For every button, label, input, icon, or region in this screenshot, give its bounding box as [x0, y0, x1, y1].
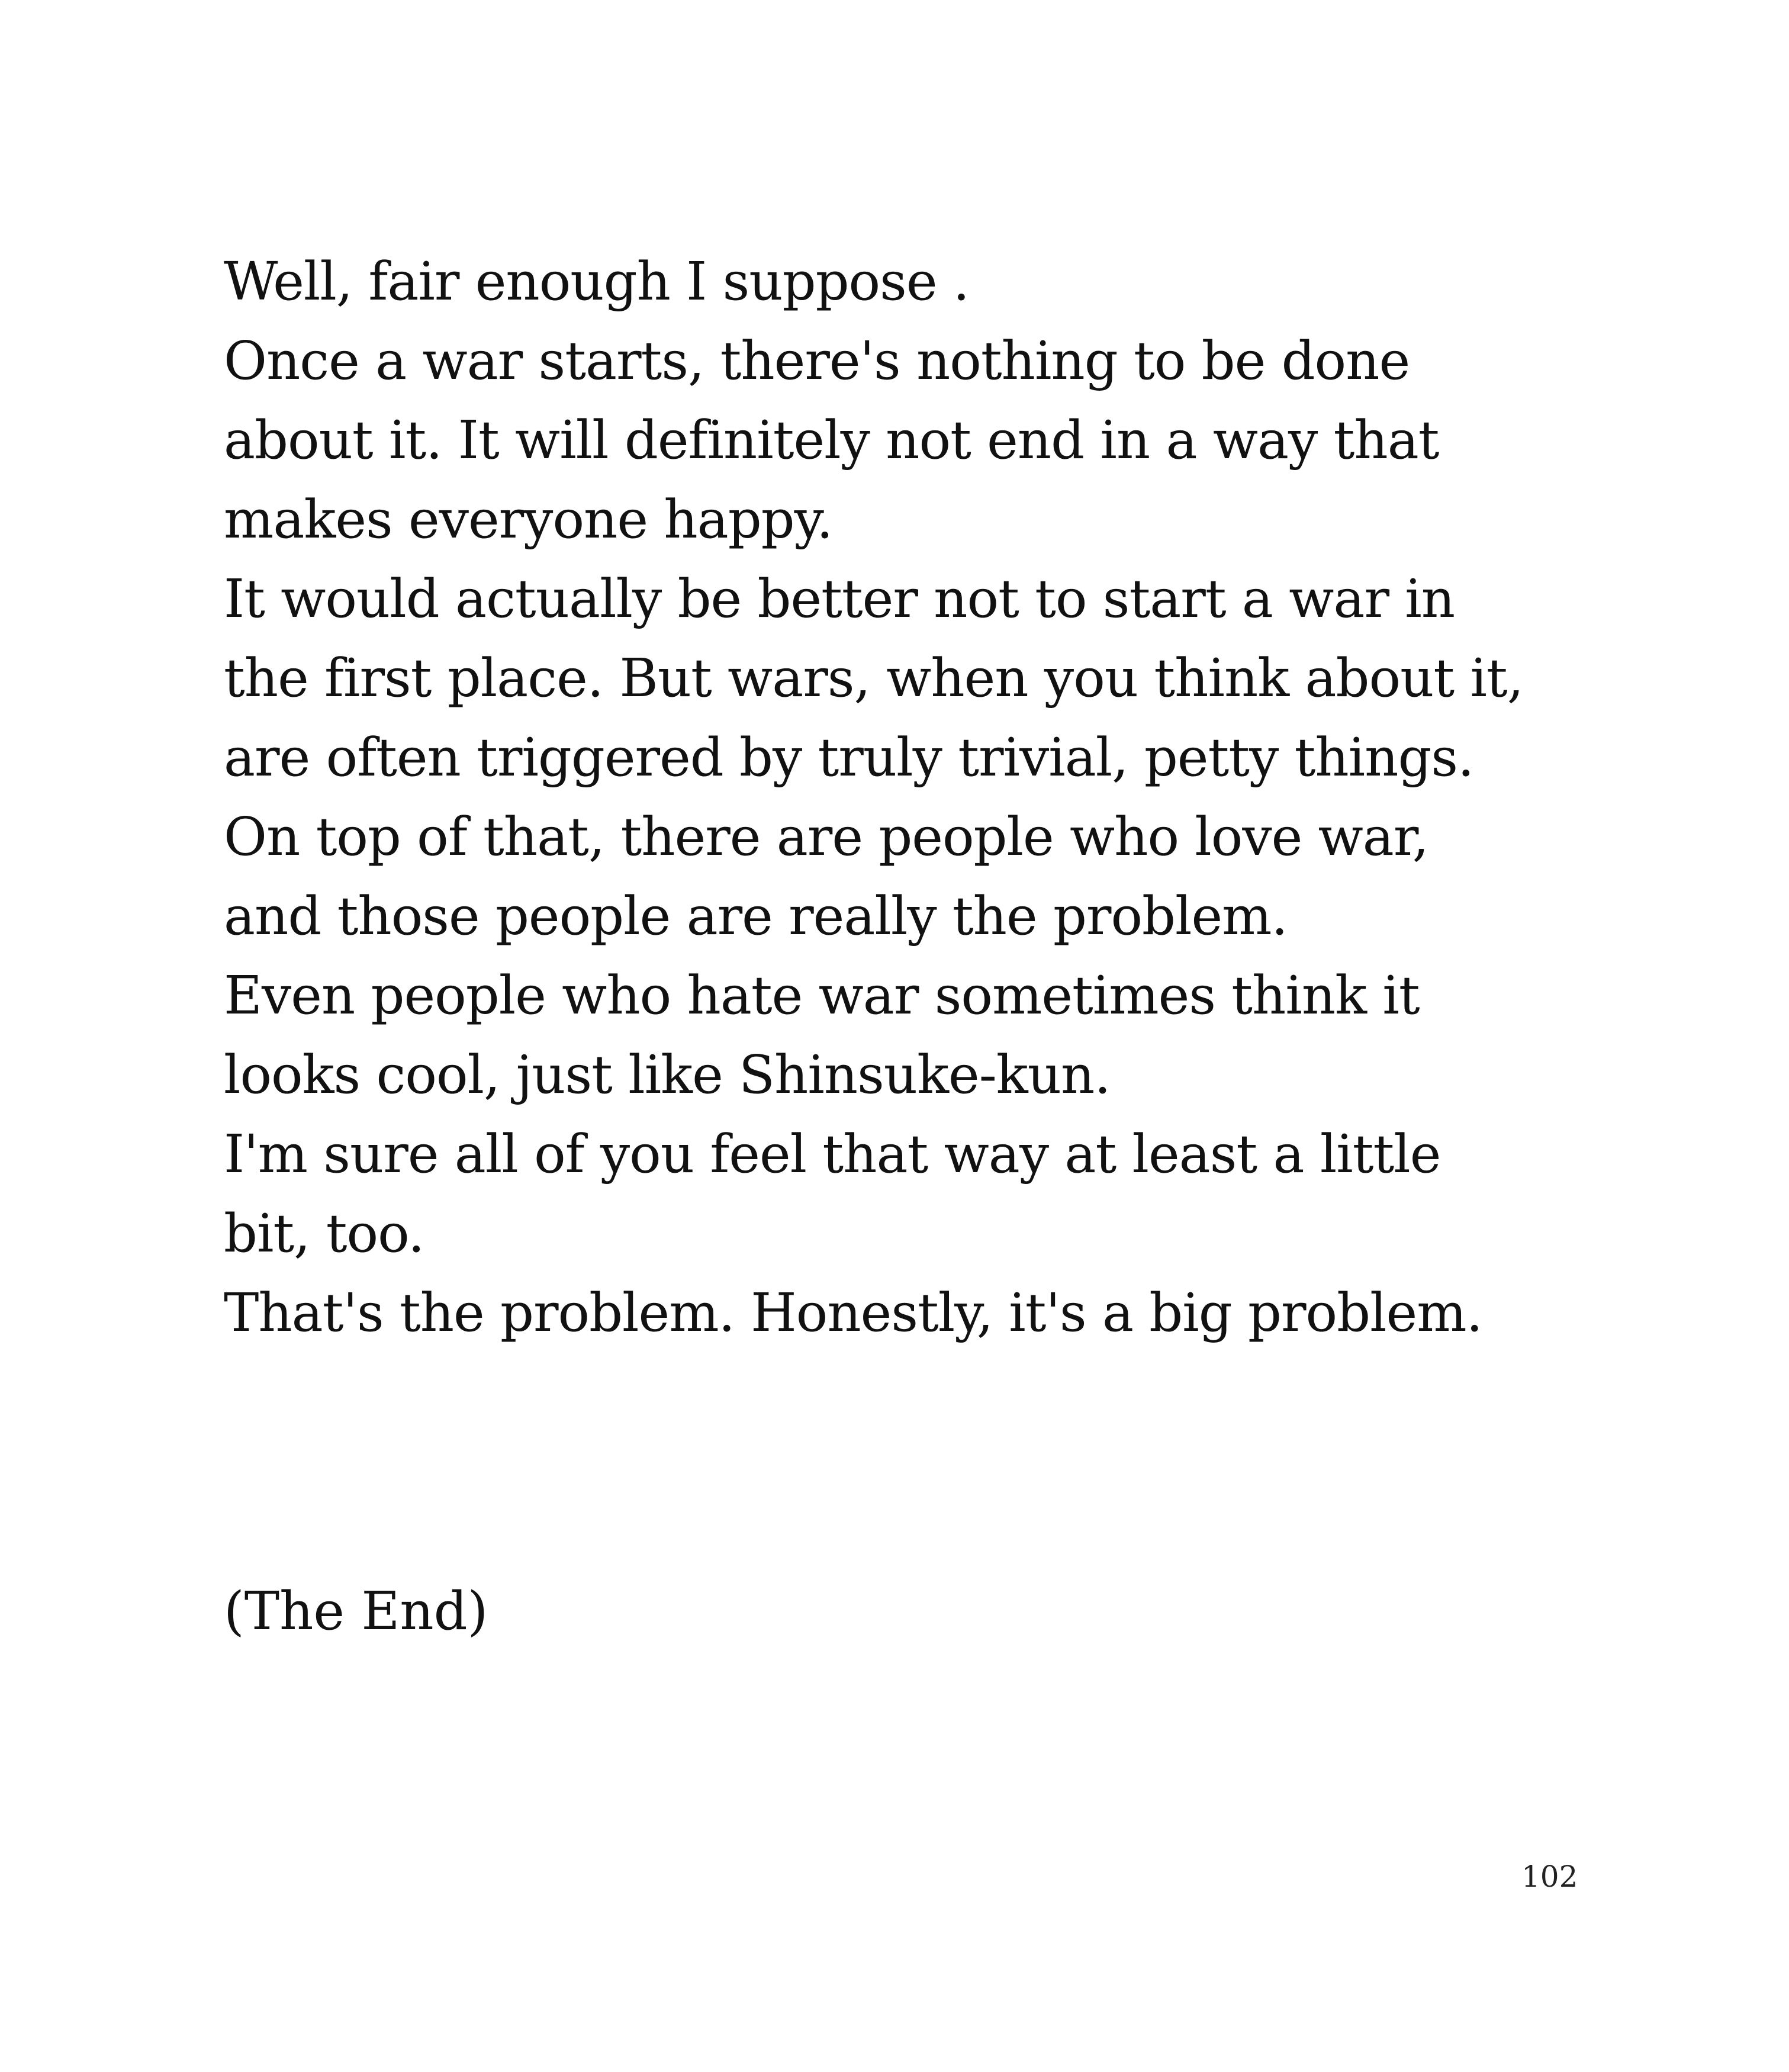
text-line: Well, fair enough I suppose . [224, 250, 970, 312]
text-line: are often triggered by truly trivial, petty things. [224, 726, 1474, 788]
text-line: makes everyone happy. [224, 488, 833, 550]
text-line: bit, too. [224, 1202, 424, 1264]
text-line: looks cool, just like Shinsuke-kun. [224, 1044, 1111, 1105]
body-text [224, 242, 1645, 1352]
text-line: I'm sure all of you feel that way at least a little [224, 1123, 1441, 1185]
text-line: Once a war starts, there's nothing to be done [224, 330, 1410, 391]
text-line: On top of that, there are people who love war, [224, 806, 1428, 867]
text-line: Even people who hate war sometimes think it [224, 964, 1420, 1026]
text-line: and those people are really the problem. [224, 885, 1288, 947]
text-line: the first place. But wars, when you think about it, [224, 647, 1523, 709]
text-line: about it. It will definitely not end in a way that [224, 409, 1439, 471]
the-end-label: (The End) [224, 1580, 488, 1642]
text-line: It would actually be better not to start a war in [224, 568, 1455, 629]
text-line: That's the problem. Honestly, it's a big problem. [224, 1282, 1482, 1343]
page-number: 102 [1521, 1859, 1578, 1894]
